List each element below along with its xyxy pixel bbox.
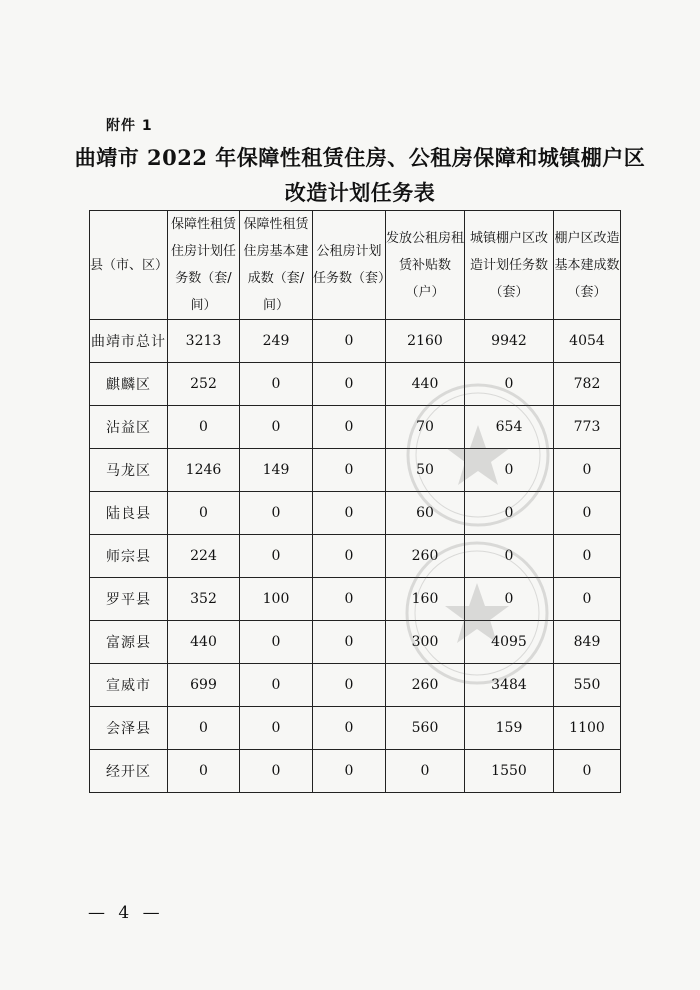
value-cell: 100 xyxy=(240,578,313,621)
official-seal-icon xyxy=(393,380,563,530)
value-cell: 699 xyxy=(168,664,240,707)
value-cell: 3213 xyxy=(168,320,240,363)
value-cell: 4054 xyxy=(554,320,621,363)
attachment-label: 附件 1 xyxy=(106,118,153,134)
value-cell: 0 xyxy=(313,664,386,707)
value-cell: 0 xyxy=(313,363,386,406)
table-row xyxy=(90,320,621,363)
column-header-label: 发放公租房租赁补贴数（户） xyxy=(386,230,465,300)
value-cell: 0 xyxy=(554,750,621,793)
value-cell: 440 xyxy=(386,363,465,406)
value-cell: 0 xyxy=(240,535,313,578)
official-seal-icon xyxy=(392,538,562,688)
region-name-cell: 会泽县 xyxy=(90,707,168,750)
value-cell: 0 xyxy=(313,492,386,535)
value-cell: 224 xyxy=(168,535,240,578)
column-header-label: 保障性租赁住房基本建成数（套/间） xyxy=(243,217,309,313)
value-cell: 0 xyxy=(168,750,240,793)
column-header xyxy=(465,211,554,320)
value-cell: 0 xyxy=(554,535,621,578)
region-name-cell: 沾益区 xyxy=(90,406,168,449)
value-cell: 1100 xyxy=(554,707,621,750)
value-cell: 0 xyxy=(313,707,386,750)
column-header-label: 棚户区改造基本建成数（套） xyxy=(554,230,620,300)
value-cell: 440 xyxy=(168,621,240,664)
value-cell: 159 xyxy=(465,707,554,750)
table-header-row xyxy=(90,211,621,320)
region-name-cell: 宣威市 xyxy=(90,664,168,707)
document-title-line1: 曲靖市 2022 年保障性租赁住房、公租房保障和城镇棚户区 xyxy=(74,145,646,170)
table-row xyxy=(90,750,621,793)
region-name-cell: 师宗县 xyxy=(90,535,168,578)
value-cell: 249 xyxy=(240,320,313,363)
value-cell: 0 xyxy=(386,750,465,793)
document-title-line2: 改造计划任务表 xyxy=(284,180,436,205)
value-cell: 70 xyxy=(386,406,465,449)
value-cell: 0 xyxy=(240,492,313,535)
column-header-label: 保障性租赁住房计划任务数（套/间） xyxy=(170,217,236,313)
value-cell: 2160 xyxy=(386,320,465,363)
value-cell: 0 xyxy=(168,707,240,750)
value-cell: 550 xyxy=(554,664,621,707)
value-cell: 300 xyxy=(386,621,465,664)
value-cell: 0 xyxy=(554,492,621,535)
column-header xyxy=(313,211,392,320)
region-name-cell: 富源县 xyxy=(90,621,168,664)
value-cell: 1550 xyxy=(465,750,554,793)
value-cell: 782 xyxy=(554,363,621,406)
value-cell: 149 xyxy=(240,449,313,492)
column-header xyxy=(168,211,240,320)
value-cell: 0 xyxy=(313,621,386,664)
column-header xyxy=(554,211,621,320)
value-cell: 260 xyxy=(386,664,465,707)
column-header-label: 县（市、区） xyxy=(90,257,169,273)
column-header xyxy=(240,211,313,320)
value-cell: 0 xyxy=(240,406,313,449)
region-name-cell: 陆良县 xyxy=(90,492,168,535)
value-cell: 1246 xyxy=(168,449,240,492)
value-cell: 0 xyxy=(465,449,554,492)
value-cell: 0 xyxy=(168,406,240,449)
value-cell: 50 xyxy=(386,449,465,492)
value-cell: 560 xyxy=(386,707,465,750)
value-cell: 0 xyxy=(313,406,386,449)
value-cell: 252 xyxy=(168,363,240,406)
value-cell: 0 xyxy=(313,535,386,578)
value-cell: 0 xyxy=(554,578,621,621)
value-cell: 0 xyxy=(240,664,313,707)
value-cell: 9942 xyxy=(465,320,554,363)
value-cell: 849 xyxy=(554,621,621,664)
value-cell: 4095 xyxy=(465,621,554,664)
value-cell: 0 xyxy=(465,578,554,621)
value-cell: 0 xyxy=(465,535,554,578)
value-cell: 352 xyxy=(168,578,240,621)
column-header-label: 公租房计划任务数（套） xyxy=(313,244,392,286)
value-cell: 0 xyxy=(240,750,313,793)
column-header xyxy=(386,211,465,320)
value-cell: 0 xyxy=(554,449,621,492)
region-name-cell: 马龙区 xyxy=(90,449,168,492)
region-name-cell: 罗平县 xyxy=(90,578,168,621)
region-name-cell: 曲靖市总计 xyxy=(90,320,168,363)
region-name-cell: 经开区 xyxy=(90,750,168,793)
page-number: — 4 — xyxy=(88,903,164,923)
region-name-cell: 麒麟区 xyxy=(90,363,168,406)
column-header-label: 城镇棚户区改造计划任务数（套） xyxy=(469,230,548,300)
value-cell: 773 xyxy=(554,406,621,449)
table-row xyxy=(90,707,621,750)
column-header xyxy=(90,211,168,320)
value-cell: 0 xyxy=(240,707,313,750)
value-cell: 3484 xyxy=(465,664,554,707)
value-cell: 654 xyxy=(465,406,554,449)
value-cell: 0 xyxy=(168,492,240,535)
value-cell: 60 xyxy=(386,492,465,535)
value-cell: 0 xyxy=(240,363,313,406)
value-cell: 0 xyxy=(465,492,554,535)
value-cell: 0 xyxy=(313,750,386,793)
value-cell: 0 xyxy=(313,449,386,492)
value-cell: 0 xyxy=(240,621,313,664)
value-cell: 0 xyxy=(313,320,386,363)
value-cell: 260 xyxy=(386,535,465,578)
value-cell: 0 xyxy=(465,363,554,406)
value-cell: 160 xyxy=(386,578,465,621)
value-cell: 0 xyxy=(313,578,386,621)
